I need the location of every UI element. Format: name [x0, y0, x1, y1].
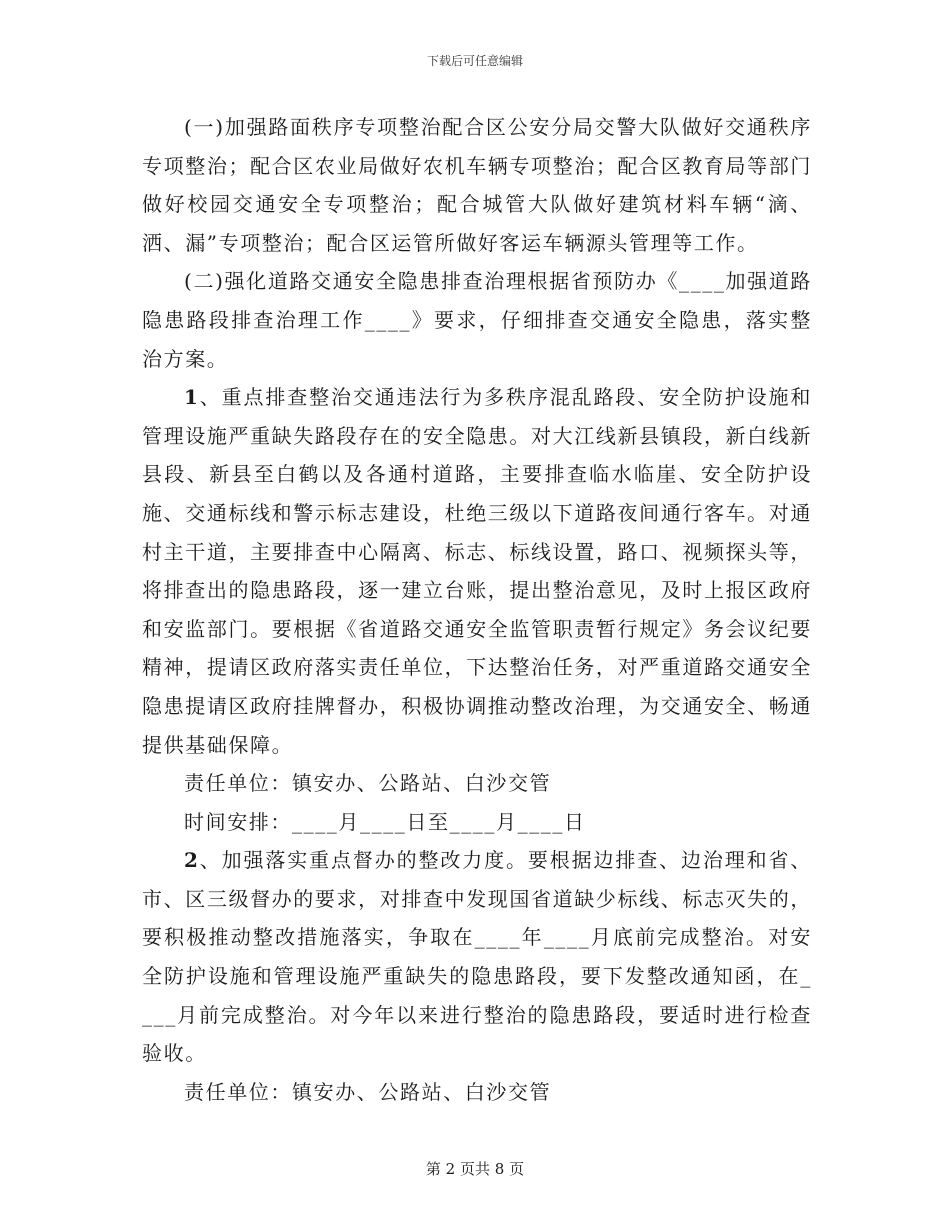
paragraph-schedule: [142, 803, 812, 842]
paragraph-text: 责任单位：镇安办、公路站、白沙交管: [184, 1079, 552, 1104]
paragraph-road-order: [142, 108, 812, 262]
paragraph-item-1: [142, 378, 812, 764]
page-number: 第 2 页共 8 页: [425, 1160, 525, 1178]
paragraph-text: (一)加强路面秩序专项整治配合区公安分局交警大队做好交通秩序专项整治；配合区农业局做好农机车辆专项整治；配合区教育局等部门做好校园交通安全专项整治；配合城管大队做好建筑材料车辆“滴、洒、漏”专项整治；配合区运管所做好客运车辆源头管理等工作。: [142, 115, 812, 255]
paragraph-text: (二)强化道路交通安全隐患排查治理根据省预防办《____加强道路隐患路段排查治理工作____》要求，仔细排查交通安全隐患，落实整治方案。: [142, 269, 812, 371]
paragraph-responsible-unit: [142, 764, 812, 803]
paragraph-text: 责任单位：镇安办、公路站、白沙交管: [184, 771, 552, 796]
document-body: [142, 108, 812, 1111]
paragraph-text: 时间安排：____月____日至____月____日: [184, 809, 586, 834]
paragraph-text: 、加强落实重点督办的整改力度。要根据边排查、边治理和省、市、区三级督办的要求，对排查中发现国省道缺少标线、标志灭失的，要积极推动整改措施落实，争取在____年____月底前完成整治。对安全防护设施和管理设施严重缺失的隐患路段，要下发整改通知函，在____月前完成整治。对今年以来进行整治的隐患路段，要适时进行检查验收。: [142, 848, 812, 1066]
paragraph-hazard-investigation: [142, 262, 812, 378]
paragraph-responsible-unit: [142, 1073, 812, 1112]
header-note: 下载后可任意编辑: [426, 54, 523, 68]
item-number: 1: [184, 385, 200, 410]
paragraph-text: 、重点排查整治交通违法行为多秩序混乱路段、安全防护设施和管理设施严重缺失路段存在的安全隐患。对大江线新县镇段，新白线新县段、新县至白鹤以及各通村道路，主要排查临水临崖、安全防护设施、交通标线和警示标志建设，杜绝三级以下道路夜间通行客车。对通村主干道，主要排查中心隔离、标志、标线设置，路口、视频探头等，将排查出的隐患路段，逐一建立台账，提出整治意见，及时上报区政府和安监部门。要根据《省道路交通安全监管职责暂行规定》务会议纪要精神，提请区政府落实责任单位，下达整治任务，对严重道路交通安全隐患提请区政府挂牌督办，积极协调推动整改治理，为交通安全、畅通提供基础保障。: [142, 385, 812, 757]
paragraph-item-2: [142, 841, 812, 1073]
item-number: 2: [184, 848, 200, 873]
